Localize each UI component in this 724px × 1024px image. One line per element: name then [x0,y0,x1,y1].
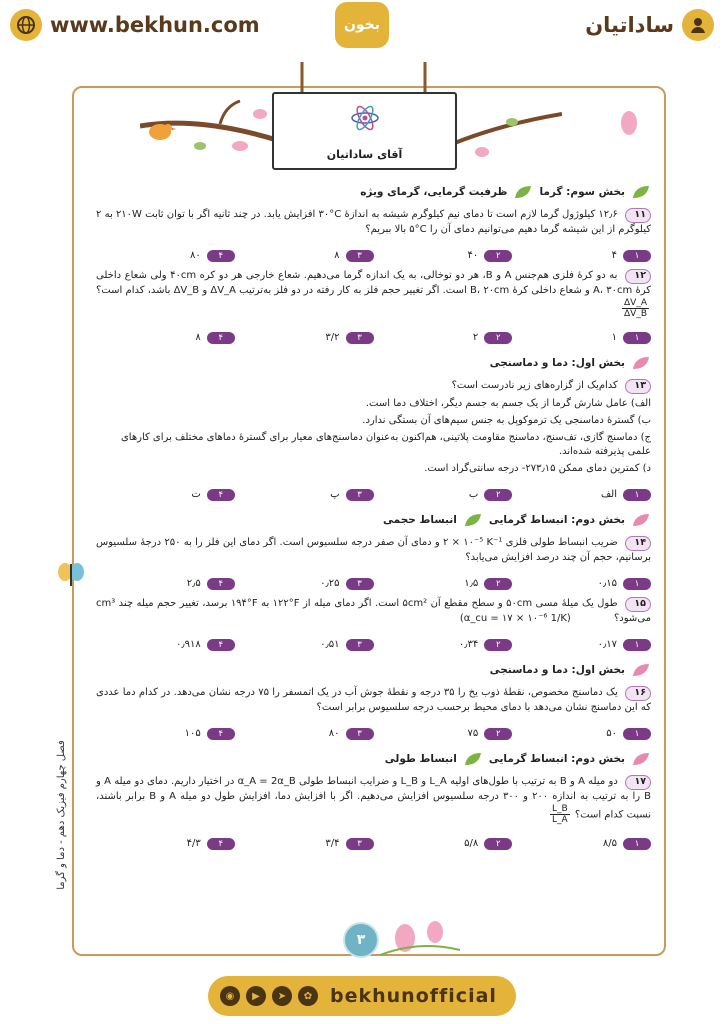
leaf-icon [463,751,483,767]
leaf-icon [631,751,651,767]
option-text: ۸/۵ [602,838,617,849]
option-badge: ۴ [207,250,235,262]
section-heading [96,658,651,682]
leaf-icon [631,662,651,678]
section-title: بخش دوم: انبساط گرمایی [488,514,625,526]
option-text: ۰٫۹۱۸ [176,639,201,650]
option-text: ۰٫۵۱ [320,639,340,650]
option-badge: ۳ [346,728,374,740]
option-badge: ۴ [207,639,235,651]
flower-bottom-icon [380,910,460,960]
option-badge: ۴ [207,578,235,590]
option-text: ت [191,489,201,500]
option-text: ۲ [472,332,479,343]
option-text: ۸۰ [190,250,201,261]
option[interactable] [374,725,513,743]
fraction-denominator: L_A [551,815,568,825]
option-text: ۰٫۱۷ [597,639,617,650]
fraction [550,804,570,825]
question-number: ۱۵ [625,597,651,612]
leaf-icon [513,184,533,200]
option[interactable] [512,725,651,743]
option[interactable] [235,247,374,265]
question-text: کدام‌یک از گزاره‌های زیر نادرست است؟ [451,380,618,391]
option-badge: ۱ [623,728,651,740]
question-number: ۱۴ [625,536,651,551]
option-text: ب [468,489,479,500]
option-badge: ۴ [207,728,235,740]
fraction-denominator: ΔV_B [624,309,647,319]
option-text: ۰٫۱۵ [597,578,617,589]
option[interactable] [235,486,374,504]
options-14 [96,575,651,593]
option-badge: ۲ [484,838,512,850]
teacher-name: آقای ساداتیان [326,148,403,161]
youtube-icon[interactable]: ▶ [246,986,266,1006]
options-13 [96,486,651,504]
options-11 [96,247,651,265]
option-text: ۱۰۵ [184,728,201,739]
options-12 [96,329,651,347]
fraction-numerator: ΔV_A [622,298,649,309]
page-number: ۳ [343,922,379,958]
statement: الف) عامل شارش گرما از یک جسم به جسم دیگر، اختلاف دما است. [365,398,651,409]
statement: د) کمترین دمای ممکن ۲۷۳٫۱۵- درجه سانتی‌گراد است. [424,463,651,474]
option-text: ۴/۳ [186,838,201,849]
option-badge: ۴ [207,489,235,501]
leaf-icon [631,355,651,371]
social-footer [208,976,516,1016]
section-subtitle: انبساط حجمی [383,514,457,526]
section-heading [96,180,651,204]
option-text: ۰٫۲۵ [320,578,340,589]
question-16 [96,686,651,715]
atom-emblem-icon [350,104,380,132]
option[interactable] [512,247,651,265]
section-heading [96,351,651,375]
option[interactable] [96,636,235,654]
option[interactable] [374,486,513,504]
question-text: به دو کرهٔ فلزی هم‌جنس A و B، هر دو توخالی، به یک اندازه گرما می‌دهیم. شعاع خارجی هر دو کره ‎۴۰cm‎ ولی شعاع داخلی کرهٔ A، ‎۳۰cm‎ و شعاع داخلی کرهٔ B، ‎۲۰cm‎ است. اگر تغییر حجم فلز به کار رفته در دو فلز به‌ترتیب ‎ΔV_A‎ و ‎ΔV_B‎ باشد، کدام است؟ [96,270,652,296]
section-title: بخش سوم: گرما [539,186,625,198]
option-badge: ۲ [484,250,512,262]
option-text: الف [600,489,617,500]
option-badge: ۱ [623,489,651,501]
option[interactable] [374,835,513,853]
option-text: ۱٫۵ [464,578,479,589]
option-text: ۸ [195,332,201,343]
leaf-icon [631,184,651,200]
option-badge: ۳ [346,838,374,850]
bird-icon [146,120,176,142]
user-icon [682,9,714,41]
option-badge: ۱ [623,250,651,262]
side-chapter-label: فصل چهارم فیزیک دهم - دما و گرما [56,740,67,890]
option[interactable] [374,247,513,265]
option[interactable] [512,486,651,504]
option[interactable] [235,636,374,654]
alpha-note: (α_cu = ۱۷ × ۱۰⁻⁶ 1/K) [459,613,571,624]
option[interactable] [96,575,235,593]
option-badge: ۲ [484,578,512,590]
option[interactable] [96,486,235,504]
option[interactable] [96,329,235,347]
site-logo[interactable] [335,2,389,48]
option-badge: ۲ [484,332,512,344]
option-badge: ۳ [346,489,374,501]
section-title: بخش دوم: انبساط گرمایی [488,753,625,765]
section-title: بخش اول: دما و دماسنجی [489,664,625,676]
leaf-icon [631,512,651,528]
option[interactable] [374,636,513,654]
brand-name: ساداتیان [585,13,674,37]
option[interactable] [512,575,651,593]
instagram-icon[interactable]: ◉ [220,986,240,1006]
question-number: ۱۲ [625,269,651,284]
option-badge: ۳ [346,578,374,590]
option[interactable] [512,835,651,853]
leaf-icon [463,512,483,528]
option-text: ۰٫۳۴ [458,639,479,650]
section-subtitle: انبساط طولی [384,753,457,765]
website-block[interactable] [10,8,260,42]
option-badge: ۱ [623,838,651,850]
aparat-icon[interactable]: ✿ [298,986,318,1006]
teacher-card [272,92,457,170]
page-header [0,0,724,50]
flower-icon [614,108,644,138]
option-text: ۴ [611,250,617,261]
question-text: یک دماسنج مخصوص، نقطهٔ ذوب یخ را ۳۵ درجه و نقطهٔ جوش آب در یک اتمسفر را ۷۵ درجه نشان می‌دهد. در کدام دما عددی که این دماسنج نشان می‌دهد با دمای محیط برحسب درجه سلسیوس برابر است؟ [96,687,651,713]
option-badge: ۱ [623,639,651,651]
section-heading [96,508,651,532]
section-heading [96,747,651,771]
option[interactable] [235,575,374,593]
option-badge: ۴ [207,332,235,344]
question-11 [96,208,651,237]
option-badge: ۳ [346,250,374,262]
option-badge: ۲ [484,728,512,740]
option[interactable] [235,835,374,853]
branch-right-icon [452,104,562,164]
question-number: ۱۶ [625,686,651,701]
option-badge: ۴ [207,838,235,850]
option-text: ۷۵ [467,728,479,739]
question-17 [96,775,651,825]
question-number: ۱۳ [625,379,651,394]
question-number: ۱۷ [625,775,651,790]
question-text: ۱۲٫۶ کیلوژول گرما لازم است تا دمای نیم کیلوگرم شیشه به اندازهٔ ‎۳۰°C‎ افزایش یابد. در چند ثانیه اگر با توان ثابت ‎۲۱۰W‎ به ۲ کیلوگرم از این شیشه گرما دهیم می‌توانیم دمای آن را ‎۵°C‎ بالا ببریم؟ [96,209,651,235]
website-link[interactable]: www.bekhun.com [50,13,260,37]
option-text: ۲٫۵ [186,578,201,589]
question-12 [96,269,651,319]
option-text: ۵۰ [606,728,617,739]
telegram-icon[interactable]: ➤ [272,986,292,1006]
option-badge: ۱ [623,578,651,590]
question-15 [96,597,651,626]
globe-icon [10,9,42,41]
option[interactable] [96,835,235,853]
option-text: ۴۰ [467,250,479,261]
option-text: ۱ [611,332,617,343]
question-text: دو میله A و B به ترتیب با طول‌های اولیه L_A و L_B و ضرایب انبساط طولی α_A = 2α_B در اختیار داریم. دمای دو میله A و B را به ترتیب به اندازه ۲۰۰ و ۳۰۰ درجه سلسیوس افزایش می‌دهیم. اگر با افزایش دما، افزایش طول دو میله A و B برابر باشند، نسبت کدام است؟ [96,776,652,821]
option-badge: ۳ [346,332,374,344]
options-16 [96,725,651,743]
question-13 [96,379,651,394]
option-badge: ۱ [623,332,651,344]
option[interactable] [374,575,513,593]
brand-block [585,8,714,42]
option-badge: ۲ [484,639,512,651]
question-number: ۱۱ [625,208,651,223]
butterfly-icon [56,560,86,590]
question-14 [96,536,651,565]
option-text: ۸۰ [328,728,340,739]
option[interactable] [374,329,513,347]
option-badge: ۳ [346,639,374,651]
options-17 [96,835,651,853]
social-handle[interactable]: bekhunofficial [330,985,497,1007]
option[interactable] [512,636,651,654]
option-text: ۳/۲ [325,332,340,343]
option[interactable] [235,329,374,347]
statement: ج) دماسنج گازی، تف‌سنج، دماسنج مقاومت پلاتینی، هم‌اکنون به‌عنوان دماسنج‌های معیار برای گسترهٔ دماهای مختلف برای کارهای علمی پذیرفته شده‌اند. [120,432,651,457]
option-text: پ [330,489,340,500]
option[interactable] [96,247,235,265]
fraction-numerator: L_B [551,804,568,814]
worksheet-content [96,176,651,857]
option[interactable] [512,329,651,347]
option[interactable] [96,725,235,743]
option-text: ۸ [334,250,340,261]
section-subtitle: ظرفیت گرمایی، گرمای ویژه [360,186,508,198]
option-text: ۵/۸ [464,838,479,849]
fraction [622,298,649,319]
option-badge: ۲ [484,489,512,501]
option-text: ۳/۴ [325,838,340,849]
statement: ب) گسترهٔ دماسنجی یک ترموکوپل به جنس سیم‌های آن بستگی ندارد. [362,415,651,426]
options-15 [96,636,651,654]
option[interactable] [235,725,374,743]
question-text: طول یک میلهٔ مسی ‎۵۰cm‎ و سطح مقطع آن ‎۵cm²‎ است. اگر دمای میله از ‎۱۲۲°F‎ به ‎۱۹۴°F‎ برسد، تغییر حجم میله چند ‎cm³‎ می‌شود؟ [96,598,651,624]
section-title: بخش اول: دما و دماسنجی [489,357,625,369]
question-text: ضریب انبساط طولی فلزی ‎۲ × ۱۰⁻⁵ K⁻¹‎ و دمای آن صفر درجه سلسیوس است. اگر دمای این فلز را به ۲۵۰ درجهٔ سلسیوس برسانیم، حجم آن چند درصد افزایش می‌یابد؟ [96,537,651,563]
logo-text: بخون [343,17,381,33]
